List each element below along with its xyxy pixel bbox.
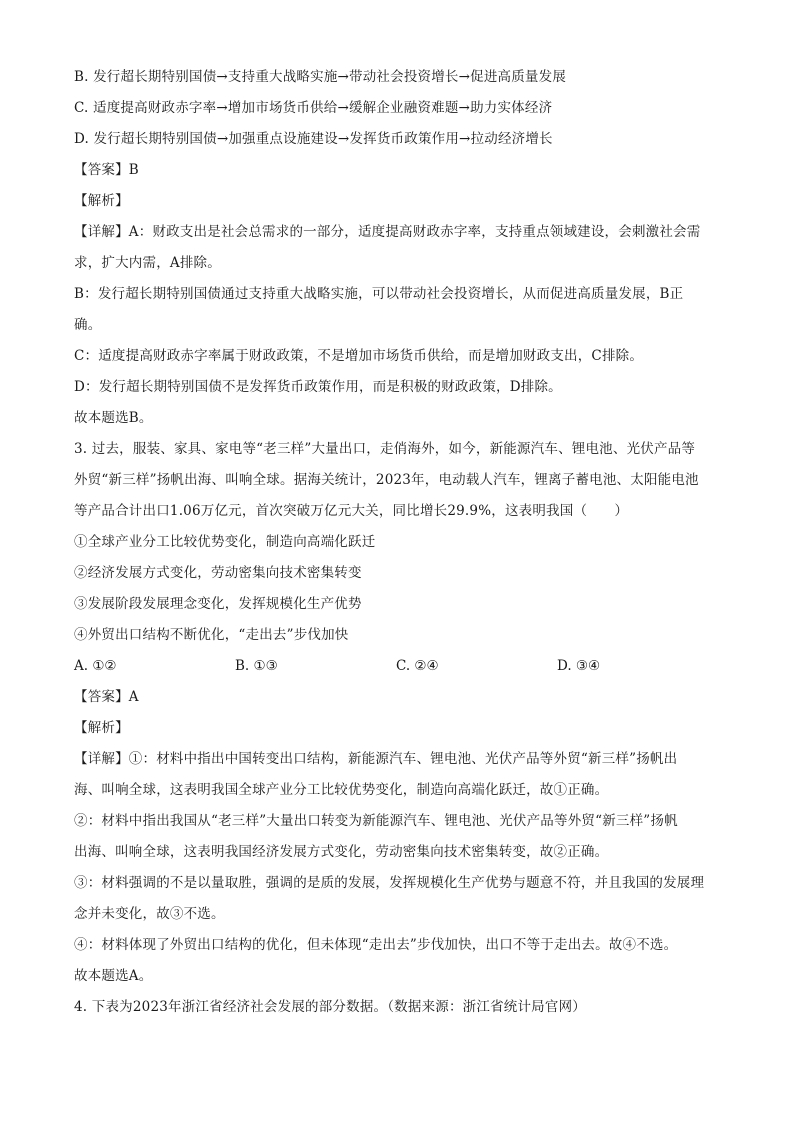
q3-option-d: D. ③④ <box>557 658 601 674</box>
q3-detail-2: ②：材料中指出我国从“老三样”大量出口转变为新能源汽车、锂电池、光伏产品等外贸“新三样”扬帆 <box>74 813 678 829</box>
q2-d-explanation: D：发行超长期特别国债不是发挥货币政策作用，而是积极的财政政策，D排除。 <box>74 379 562 395</box>
q3-item-1: ①全球产业分工比较优势变化，制造向高端化跃迁 <box>74 534 376 550</box>
q2-conclusion: 故本题选B。 <box>74 410 153 426</box>
q2-analysis-heading: 【解析】 <box>74 193 129 209</box>
q3-detail-3: 念并未变化，故③不选。 <box>74 906 225 922</box>
q3-item-3: ③发展阶段发展理念变化，发挥规模化生产优势 <box>74 596 362 612</box>
q3-options <box>74 651 734 682</box>
q2-b-explanation: 确。 <box>74 317 102 333</box>
q2-c-explanation: C：适度提高财政赤字率属于财政政策，不是增加市场货币供给，而是增加财政支出，C排除。 <box>74 348 644 364</box>
q3-detail-1: 海、叫响全球，这表明我国全球产业分工比较优势变化，制造向高端化跃迁，故①正确。 <box>74 782 609 798</box>
q2-option-d: D. 发行超长期特别国债→加强重点设施建设→发挥货币政策作用→拉动经济增长 <box>74 131 553 147</box>
q3-detail-3: ③：材料强调的不是以量取胜，强调的是质的发展，发挥规模化生产优势与题意不符，并且我国的发展理 <box>74 875 705 891</box>
q2-b-explanation: B：发行超长期特别国债通过支持重大战略实施，可以带动社会投资增长，从而促进高质量发展，B正 <box>74 286 684 302</box>
q2-option-c: C. 适度提高财政赤字率→增加市场货币供给→缓解企业融资难题→助力实体经济 <box>74 100 553 116</box>
q3-stem-line: 3. 过去，服装、家具、家电等“老三样”大量出口，走俏海外，如今，新能源汽车、锂电池、光伏产品等 <box>74 441 696 457</box>
q3-item-2: ②经济发展方式变化，劳动密集向技术密集转变 <box>74 565 362 581</box>
q3-analysis-heading: 【解析】 <box>74 720 129 736</box>
q3-detail-1: 【详解】①：材料中指出中国转变出口结构，新能源汽车、锂电池、光伏产品等外贸“新三样”扬帆出 <box>74 751 678 767</box>
q2-detail-line: 求，扩大内需，A排除。 <box>74 255 221 271</box>
q3-stem-line: 外贸“新三样”扬帆出海、叫响全球。据海关统计，2023年，电动载人汽车，锂离子蓄电池、太阳能电池 <box>74 472 699 488</box>
q4-stem: 4. 下表为2023年浙江省经济社会发展的部分数据。（数据来源：浙江省统计局官网） <box>74 999 586 1015</box>
q3-option-a: A. ①② <box>74 658 117 674</box>
q3-detail-4: ④：材料体现了外贸出口结构的优化，但未体现“走出去”步伐加快，出口不等于走出去。故④不选。 <box>74 937 678 953</box>
q3-option-c: C. ②④ <box>396 658 439 674</box>
q3-stem-line: 等产品合计出口1.06万亿元，首次突破万亿元大关，同比增长29.9%，这表明我国（ ） <box>74 503 629 519</box>
q2-answer: 【答案】B <box>74 162 139 178</box>
q2-option-b: B. 发行超长期特别国债→支持重大战略实施→带动社会投资增长→促进高质量发展 <box>74 69 567 85</box>
q3-item-4: ④外贸出口结构不断优化，“走出去”步伐加快 <box>74 627 349 643</box>
q2-detail-line: 【详解】A：财政支出是社会总需求的一部分，适度提高财政赤字率，支持重点领域建设，会刺激社会需 <box>74 224 701 240</box>
q3-option-b: B. ①③ <box>235 658 278 674</box>
q3-detail-2: 出海、叫响全球，这表明我国经济发展方式变化，劳动密集向技术密集转变，故②正确。 <box>74 844 609 860</box>
q3-conclusion: 故本题选A。 <box>74 968 153 984</box>
q3-answer: 【答案】A <box>74 689 139 705</box>
document-page <box>74 62 734 1023</box>
